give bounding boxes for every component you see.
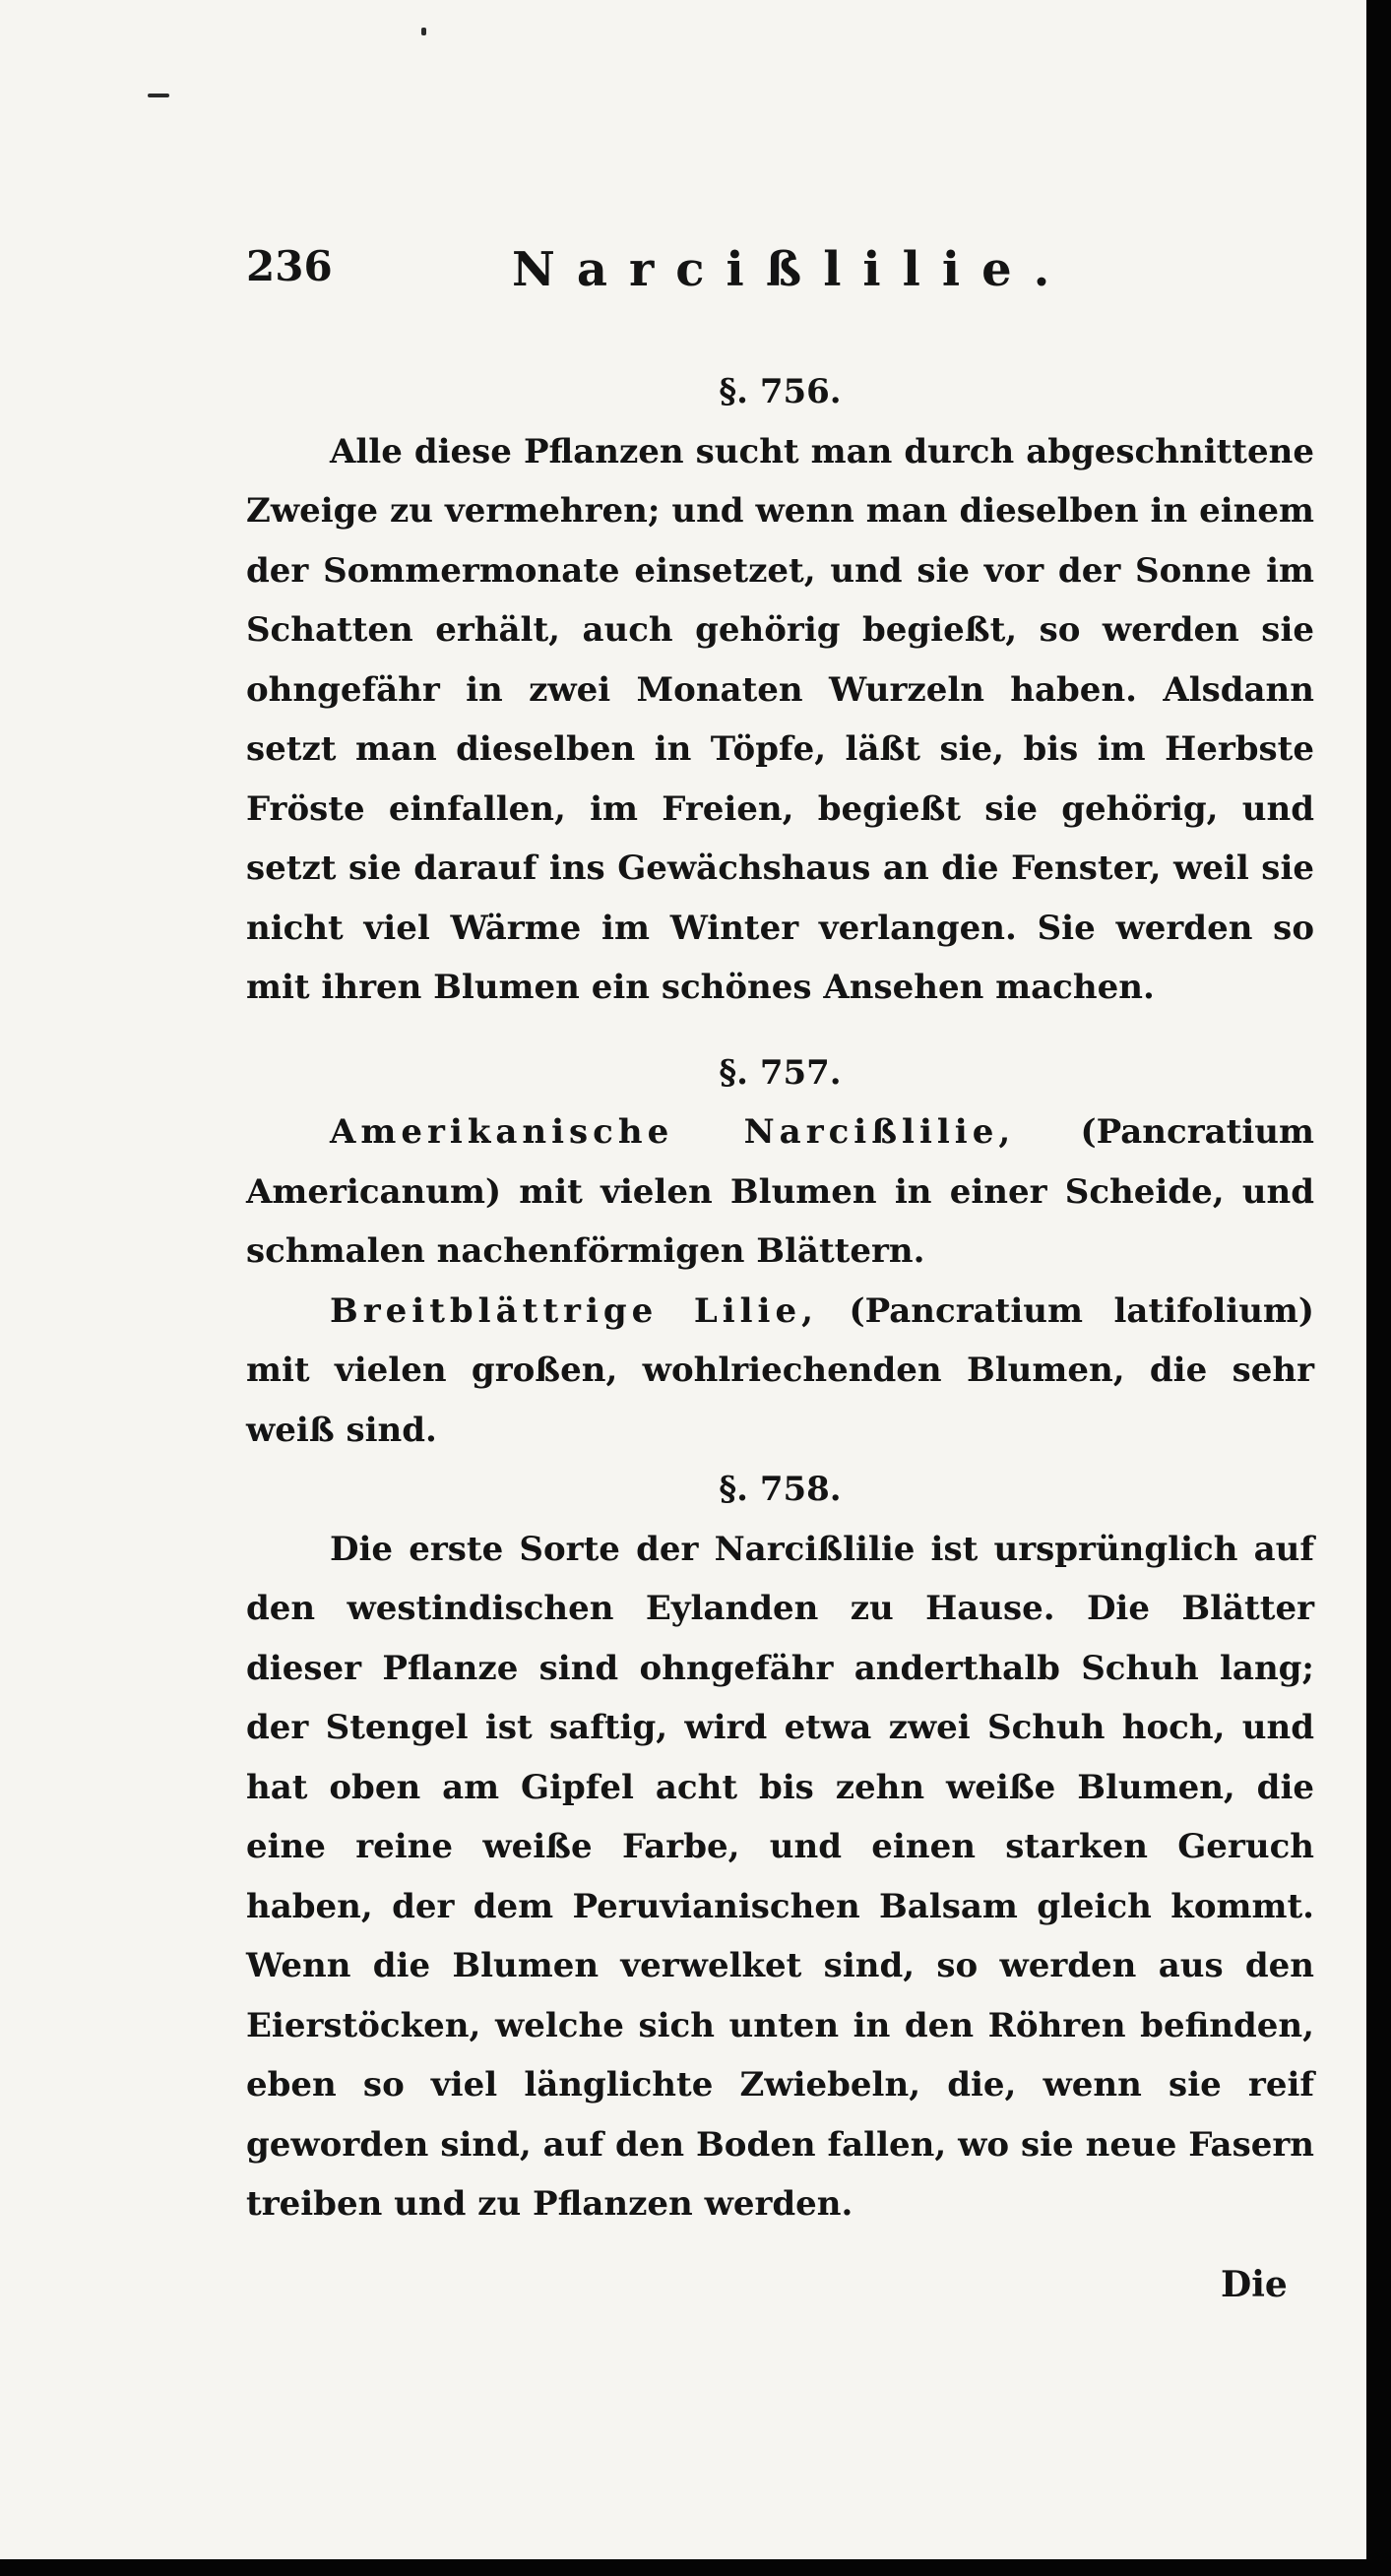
scan-border-bottom (0, 2559, 1391, 2576)
running-title: Narcißlilie. (512, 242, 1072, 297)
page-number: 236 (246, 242, 333, 290)
species-entry (246, 1102, 1314, 1282)
body-text (246, 362, 1314, 2234)
scan-border-right (1366, 0, 1391, 2576)
page-header (246, 242, 1314, 311)
species-description: (Pancratium latifolium) mit vielen großen, wohlriechenden Blumen, die sehr weiß sind. (246, 1290, 1314, 1450)
section-heading: §. 758. (719, 1470, 842, 1509)
catchword: Die (1221, 2264, 1288, 2305)
section-heading: §. 756. (719, 372, 842, 411)
species-description: (Pancratium Americanum) mit vielen Blumen in einer Scheide, und schmalen nachenförmigen Blättern. (246, 1112, 1314, 1271)
species-name: Amerikanische Narcißlilie, (330, 1112, 1016, 1152)
ink-speck (148, 94, 169, 97)
ink-speck (421, 28, 426, 35)
paragraph: Die erste Sorte der Narcißlilie ist ursprünglich auf den westindischen Eylanden zu Hause. Die Blätter dieser Pflanze sind ohngefähr anderthalb Schuh lang; der Stengel ist saftig, wird etwa zwei Schuh hoch, und hat oben am Gipfel acht bis zehn weiße Blumen, die eine reine weiße Farbe, und einen starken Geruch haben, der dem Peruvianischen Balsam gleich kommt. Wenn die Blumen verwelket sind, so werden aus den Eierstöcken, welche sich unten in den Röhren befinden, eben so viel länglichte Zwiebeln, die, wenn sie reif geworden sind, auf den Boden fallen, wo sie neue Fasern treiben und zu Pflanzen werden. (246, 1529, 1314, 2224)
species-entry (246, 1282, 1314, 1461)
species-name: Breitblättrige Lilie, (330, 1290, 818, 1331)
section-heading: §. 757. (719, 1052, 842, 1093)
paragraph: Alle diese Pflanzen sucht man durch abgeschnittene Zweige zu vermehren; und wenn man dieselben in einem der Sommermonate einsetzet, und sie vor der Sonne im Schatten erhält, auch gehörig begießt, so werden sie ohngefähr in zwei Monaten Wurzeln haben. Alsdann setzt man dieselben in Töpfe, läßt sie, bis im Herbste Fröste einfallen, im Freien, begießt sie gehörig, und setzt sie darauf ins Gewächshaus an die Fenster, weil sie nicht viel Wärme im Winter verlangen. Sie werden so mit ihren Blumen ein schönes Ansehen machen. (246, 431, 1314, 1007)
